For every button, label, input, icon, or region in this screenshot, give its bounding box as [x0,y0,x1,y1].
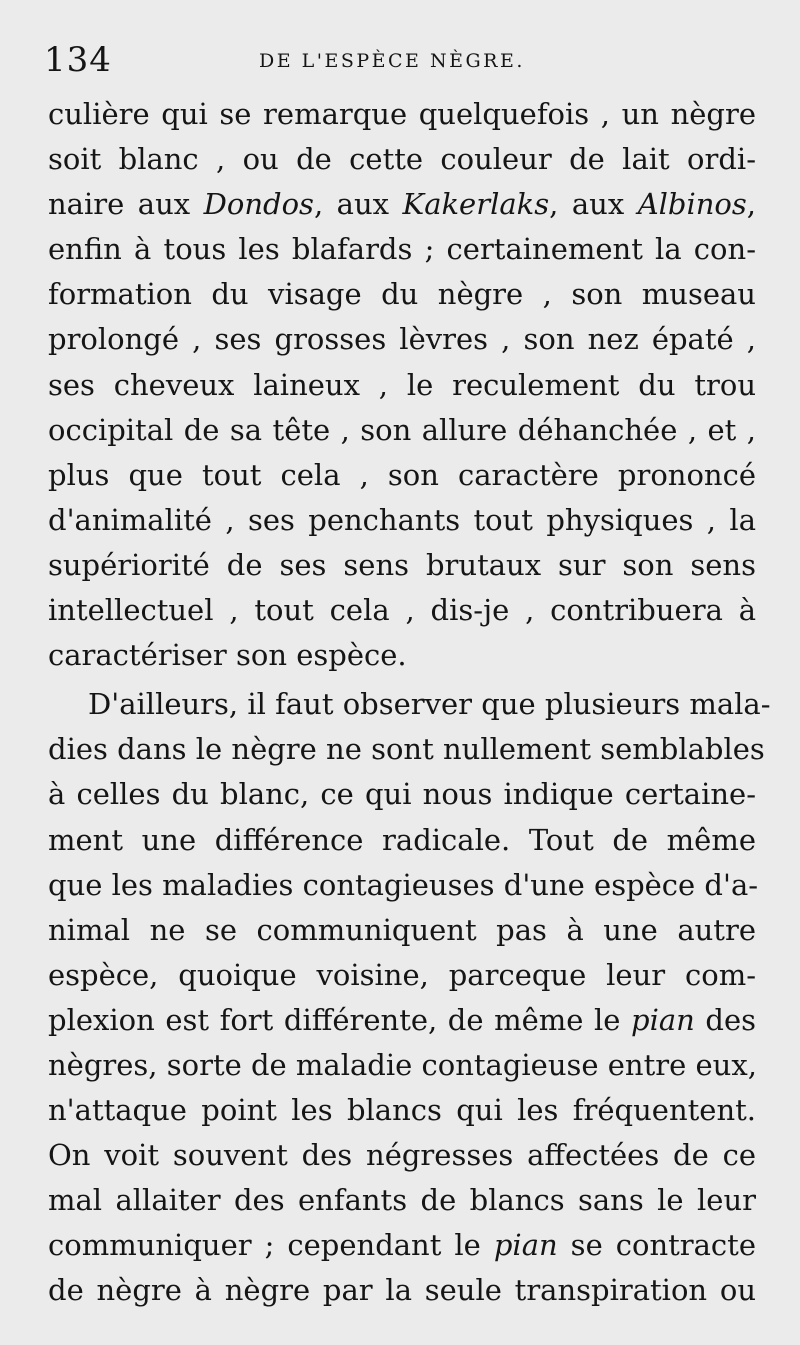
text-line: enfin à tous les blafards ; certainement la con- [48,232,756,267]
text-line: de nègre à nègre par la seule transpiration ou [48,1273,756,1308]
italic-term: pian [631,1002,695,1037]
text-line: ses cheveux laineux , le reculement du trou [48,367,756,402]
text-line: nègres, sorte de maladie contagieuse entre eux, [48,1047,757,1082]
italic-term: Dondos [203,187,314,222]
italic-term: Albinos [637,187,747,222]
text-line: On voit souvent des négresses affectées de ce [48,1138,756,1173]
text-line: d'animalité , ses penchants tout physiques , la [48,502,756,537]
text-line: supériorité de ses sens brutaux sur son sens [48,547,756,582]
text-line: naire aux Dondos, aux Kakerlaks, aux Albinos, [48,187,756,222]
text-line: communiquer ; cependant le pian se contracte [48,1228,756,1263]
text-line: espèce, quoique voisine, parceque leur com- [48,957,756,992]
text-line: mal allaiter des enfants de blancs sans le leur [48,1183,756,1218]
page-number: 134 [44,40,112,80]
text-line: intellectuel , tout cela , dis-je , contribuera à [48,593,756,628]
text-line: plexion est fort différente, de même le pian des [48,1002,757,1037]
paragraph-2 [48,682,771,1313]
text-line: ment une différence radicale. Tout de même [48,822,756,857]
text-line: occipital de sa tête , son allure déhanchée , et , [48,412,756,447]
page-header [44,40,756,84]
italic-term: Kakerlaks [402,187,550,222]
text-line: prolongé , ses grosses lèvres , son nez épaté , [48,322,756,357]
italic-term: pian [493,1228,558,1263]
text-line: dies dans le nègre ne sont nullement semblables [48,732,765,767]
text-line: formation du visage du nègre , son museau [48,277,756,312]
text-line: caractériser son espèce. [48,638,407,673]
text-line: que les maladies contagieuses d'une espèce d'a- [48,867,759,902]
text-line: culière qui se remarque quelquefois , un nègre [48,97,756,131]
text-line: n'attaque point les blancs qui les fréquentent. [48,1093,756,1128]
running-head: DE L'ESPÈCE NÈGRE. [259,50,525,72]
body-text [48,92,771,1314]
text-line: soit blanc , ou de cette couleur de lait ordi- [48,142,756,177]
text-line: nimal ne se communiquent pas à une autre [48,912,756,947]
paragraph-1 [48,92,756,678]
text-line: à celles du blanc, ce qui nous indique certaine- [48,777,756,812]
text-line: plus que tout cela , son caractère prononcé [48,457,756,492]
text-line: D'ailleurs, il faut observer que plusieurs mala- [88,687,771,722]
